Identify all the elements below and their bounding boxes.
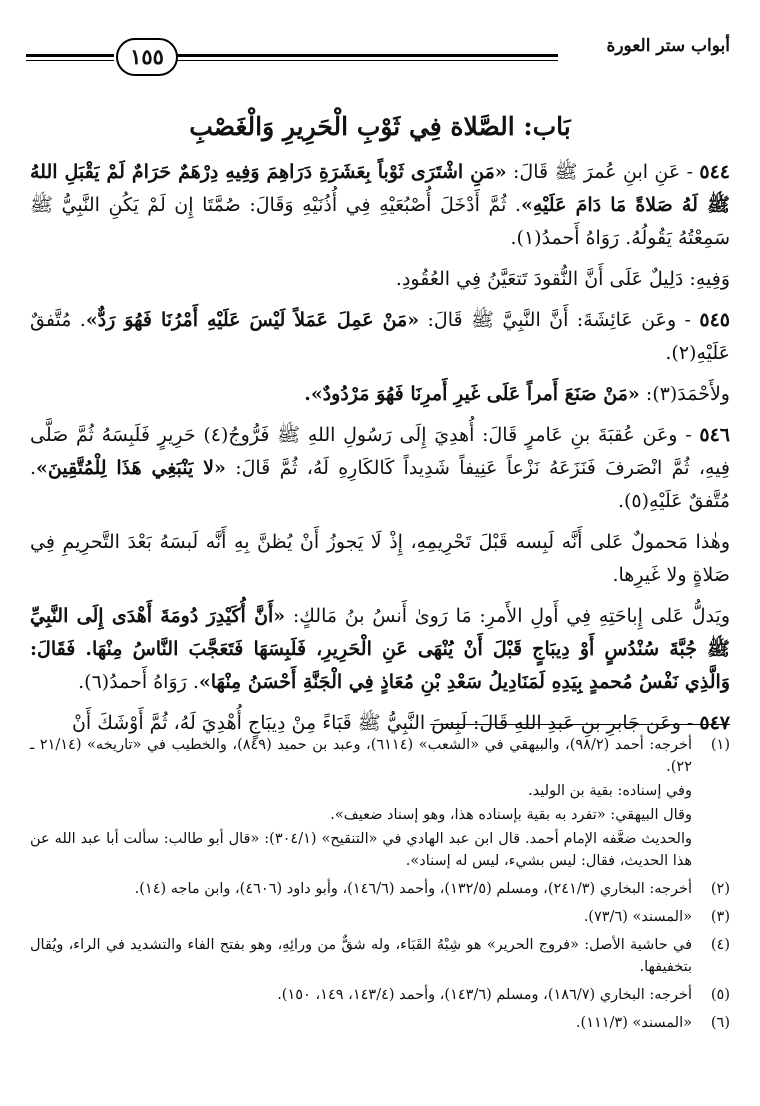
footnote-line: أخرجه: أحمد (٩٨/٢)، والبيهقي في «الشعب» (٦١١٤)، وعبد بن حميد (٨٤٩)، والخطيب في «تاريخه» (٢١/١٤ ـ ٢٢).	[30, 737, 692, 775]
footnote-line: أخرجه: البخاري (١٨٦/٧)، ومسلم (١٤٣/٦)، وأحمد (١٤٣/٤، ١٤٩، ١٥٠).	[277, 987, 692, 1003]
footnote	[30, 984, 730, 1008]
footnote-line: «المسند» (٧٣/٦).	[583, 909, 692, 925]
hadith-546	[30, 419, 730, 518]
footnote-label: (٥)	[710, 987, 730, 1003]
commentary-text: . رَوَاهُ أَحمدُ(٦).	[78, 671, 199, 693]
commentary-anas	[30, 600, 730, 699]
hadith-text: . ثُمَّ أَدْخَلَ أُصْبُعَيْهِ فِي أُذُنَيْهِ وَقَالَ: صُمَّتَا إِن لَمْ يَكُنِ النَّبِيُّ ﷺ سَمِعْتُهُ يَقُولُهُ. رَوَاهُ أَحمدُ(١).	[30, 194, 730, 249]
page-header	[26, 34, 736, 84]
footnote-label: (٤)	[710, 937, 730, 953]
hadith-text: ولأَحْمَدَ(٣):	[639, 383, 730, 405]
footnote-line: أخرجه: البخاري (٢٤١/٣)، ومسلم (١٣٢/٥)، وأحمد (١٤٦/٦)، وأبو داود (٤٦٠٦)، وابن ماجه (١٤).	[134, 881, 692, 897]
hadith-number: ٥٤٧	[699, 712, 730, 734]
header-rule-thin	[176, 60, 558, 61]
footnote-line: في حاشية الأصل: «فروج الحرير» هو شِبْهُ القَبَاء، وله شقٌّ من ورائِهِ، وهو بفتح الفاء والتشديد في الراء، ويُقال بتخفيفها.	[30, 937, 692, 975]
commentary-text: ويَدلُّ عَلى إِباحَتِهِ فِي أَولِ الأَمرِ: مَا رَوىٰ أَنسُ بنُ مَالكٍ:	[285, 605, 730, 627]
footnote-line: «المسند» (١١١/٣).	[575, 1015, 692, 1031]
footnote-label: (٣)	[710, 909, 730, 925]
header-rule-left-thin	[26, 60, 114, 61]
footnote-body	[30, 934, 692, 980]
footnote-label: (٦)	[710, 1015, 730, 1031]
hadith-545-ahmad	[30, 378, 730, 411]
footnote-line: وقال البيهقي: «تفرد به بقية بإسناده هذا، وهو إسناد ضعيف».	[330, 807, 692, 823]
hadith-quote: «لا يَنْبَغِي هَذَا لِلْمُتَّقِينَ»	[36, 457, 226, 479]
footnote-line: والحديث ضعَّفه الإمام أحمد. قال ابن عبد الهادي في «التنقيح» (٣٠٤/١): «قال أبو طالب: سألت أبا عبد الله عن هذا الحديث، فقال: ليس بشيء، ليس له إسناد».	[30, 831, 693, 869]
footnote	[30, 906, 730, 930]
footnote	[30, 878, 730, 902]
footnote-body	[30, 878, 692, 902]
hadith-quote: «أَنَّ أُكَيْدِرَ دُومَةَ أَهْدَى إِلَى النَّبِيِّ ﷺ جُبَّةَ سُنْدُسٍ أَوْ دِيبَاجٍ قَبْلَ أَنْ يُنْهَى عَنِ الْحَرِيرِ، فَلَبِسَهَا فَتَعَجَّبَ النَّاسُ مِنْهَا. فَقَالَ: وَالَّذِي نَفْسُ مُحمدٍ بِيَدِهِ لَمَنَادِيلُ سَعْدِ بْنِ مُعَاذٍ فِي الْجَنَّةِ أَحْسَنُ مِنْهَا»	[30, 605, 730, 693]
header-rule-left	[26, 54, 114, 57]
footnote-separator	[430, 724, 730, 725]
footnote-body	[30, 984, 692, 1008]
running-title: أبواب ستر العورة	[606, 36, 730, 56]
hadith-number: ٥٤٦	[699, 424, 730, 446]
hadith-545	[30, 304, 730, 370]
chapter-title: بَاب: الصَّلاة فِي ثَوْبِ الْحَرِيرِ وَالْغَصْبِ	[189, 112, 571, 141]
footnote-body	[30, 906, 692, 930]
footnote	[30, 1012, 730, 1036]
hadith-text: . مُتَّفقٌ عَلَيْهِ(٥).	[30, 457, 730, 512]
footnote-body	[30, 1012, 692, 1036]
footnote-body	[30, 734, 692, 874]
header-rule	[176, 54, 558, 57]
hadith-number: ٥٤٤	[699, 161, 730, 183]
footnotes	[30, 734, 730, 1040]
footnote	[30, 934, 730, 980]
hadith-text: - وعَن جَابرِ بنِ عَبدِ اللهِ قَالَ: لَبِسَ النَّبِيُّ ﷺ قَبَاءً مِنْ دِيبَاجٍ أُهْدِيَ لَهُ، ثُمَّ أَوْشَكَ أَنْ	[71, 712, 700, 734]
hadith-quote: «مَنْ عَمِلَ عَمَلاً لَيْسَ عَلَيْهِ أَمْرُنَا فَهُوَ رَدٌّ»	[85, 309, 420, 331]
hadith-number: ٥٤٥	[699, 309, 731, 331]
page-number: ١٥٥	[130, 44, 164, 69]
hadith-544	[30, 156, 730, 255]
hadith-quote: «مَنْ صَنَعَ أَمراً عَلَى غَيرِ أَمرِنَا فَهُوَ مَرْدُودٌ».	[304, 383, 640, 405]
footnote-label: (٢)	[710, 881, 730, 897]
hadith-quote: «مَنِ اشْتَرَى ثَوْباً بِعَشَرَةِ دَرَاهِمَ وَفِيهِ دِرْهَمٌ حَرَامٌ لَمْ يَقْبَلِ اللهُ ﷺ لَهُ صَلاةً مَا دَامَ عَلَيْهِ»	[30, 161, 731, 216]
main-text	[30, 156, 730, 748]
hadith-text: . مُتَّفقٌ عَلَيْهِ(٢).	[30, 309, 730, 364]
page-number-badge	[116, 38, 178, 76]
footnote-label: (١)	[710, 737, 730, 753]
hadith-text: - عَنِ ابنِ عُمرَ ﷺ قَالَ:	[506, 161, 700, 183]
commentary: وَفِيهِ: دَلِيلٌ عَلَى أَنَّ النُّقودَ تَتعَيَّنُ فِي العُقُودِ.	[395, 268, 730, 290]
hadith-text: - وعَن عَائِشَةَ: أَنَّ النَّبِيَّ ﷺ قَالَ:	[419, 309, 700, 331]
commentary: وهٰذا مَحمولٌ عَلى أَنَّه لَبِسه قَبْلَ تَحْرِيمِهِ، إِذْ لَا يَجوزُ أَنْ يُظنَّ بِهِ أَنَّه لَبسَهُ بَعْدَ التَّحرِيمِ فِي صَلاةٍ ولا غَيرِها.	[30, 531, 730, 586]
footnote-line: وفي إسناده: بقية بن الوليد.	[528, 783, 692, 799]
hadith-text: - وعَن عُقبَةَ بنِ عَامرٍ قَالَ: أُهدِيَ إِلَى رَسُولِ اللهِ ﷺ فَرُّوجُ(٤) حَرِيرٍ فَلَبِسَهُ ثُمَّ صَلَّى فِيهِ، ثُمَّ انْصَرفَ فَنَزَعَهُ نَزْعاً عَنِيفاً شَدِيداً كَالكَارِهِ لَهُ، ثُمَّ قَالَ:	[30, 424, 730, 479]
footnote	[30, 734, 730, 874]
